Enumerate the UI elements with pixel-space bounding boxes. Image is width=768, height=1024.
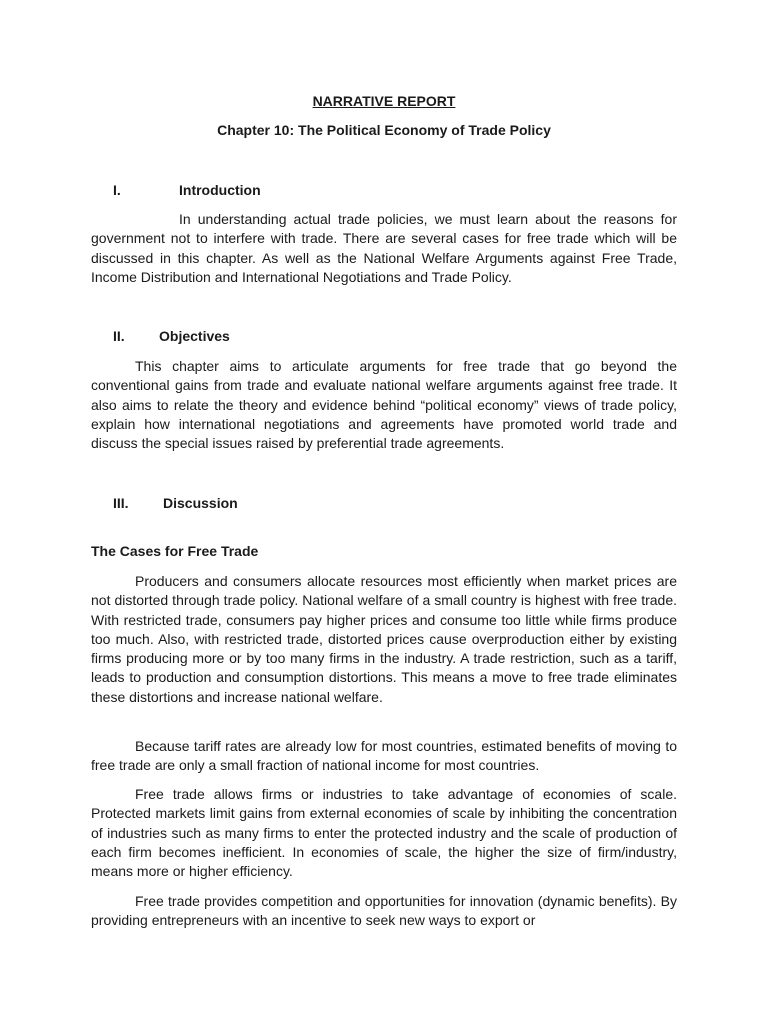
section-heading-objectives [113, 328, 230, 344]
discussion-paragraph-3: Free trade allows firms or industries to take advantage of economies of scale. Protected markets limit gains from external economies of scale by inhibiting the concentration of industries such as many firms to enter the protected industry and the scale of production of each firm becomes inefficient. In economies of scale, the higher the size of firm/industry, means more or higher efficiency. [91, 786, 677, 880]
discussion-paragraph-1: Producers and consumers allocate resources most efficiently when market prices are not distorted through trade policy. National welfare of a small country is highest with free trade. With restricted trade, consumers pay higher prices and consume too little while firms produce too much. Also, with restricted trade, distorted prices cause overproduction either by existing firms producing more or by too many firms in the industry. A trade restriction, such as a tariff, leads to production and consumption distortions. This means a move to free trade eliminates these distortions and increase national welfare. [91, 573, 677, 705]
section-label: Discussion [163, 495, 238, 511]
section-number: II. [113, 328, 125, 344]
section-label: Introduction [179, 182, 261, 198]
section-heading-introduction [113, 182, 261, 198]
subheading-cases-for-free-trade: The Cases for Free Trade [91, 543, 259, 559]
report-title: NARRATIVE REPORT [312, 93, 456, 109]
section-number: I. [113, 182, 121, 198]
objectives-paragraph: This chapter aims to articulate arguments for free trade that go beyond the conventional gains from trade and evaluate national welfare arguments against free trade. It also aims to relate the theory and evidence behind “political economy” views of trade policy, explain how international negotiations and agreements have promoted world trade and discuss the special issues raised by preferential trade agreements. [91, 358, 677, 452]
discussion-paragraph-2: Because tariff rates are already low for most countries, estimated benefits of moving to free trade are only a small fraction of national income for most countries. [91, 738, 677, 774]
discussion-paragraph-4: Free trade provides competition and opportunities for innovation (dynamic benefits). By providing entrepreneurs with an incentive to seek new ways to export or [91, 893, 677, 929]
section-number: III. [113, 495, 129, 511]
section-heading-discussion [113, 495, 238, 511]
chapter-title: Chapter 10: The Political Economy of Trade Policy [217, 122, 551, 138]
introduction-paragraph: In understanding actual trade policies, we must learn about the reasons for government not to interfere with trade. There are several cases for free trade which will be discussed in this chapter. As well as the National Welfare Arguments against Free Trade, Income Distribution and International Negotiations and Trade Policy. [91, 211, 677, 285]
section-label: Objectives [159, 328, 230, 344]
